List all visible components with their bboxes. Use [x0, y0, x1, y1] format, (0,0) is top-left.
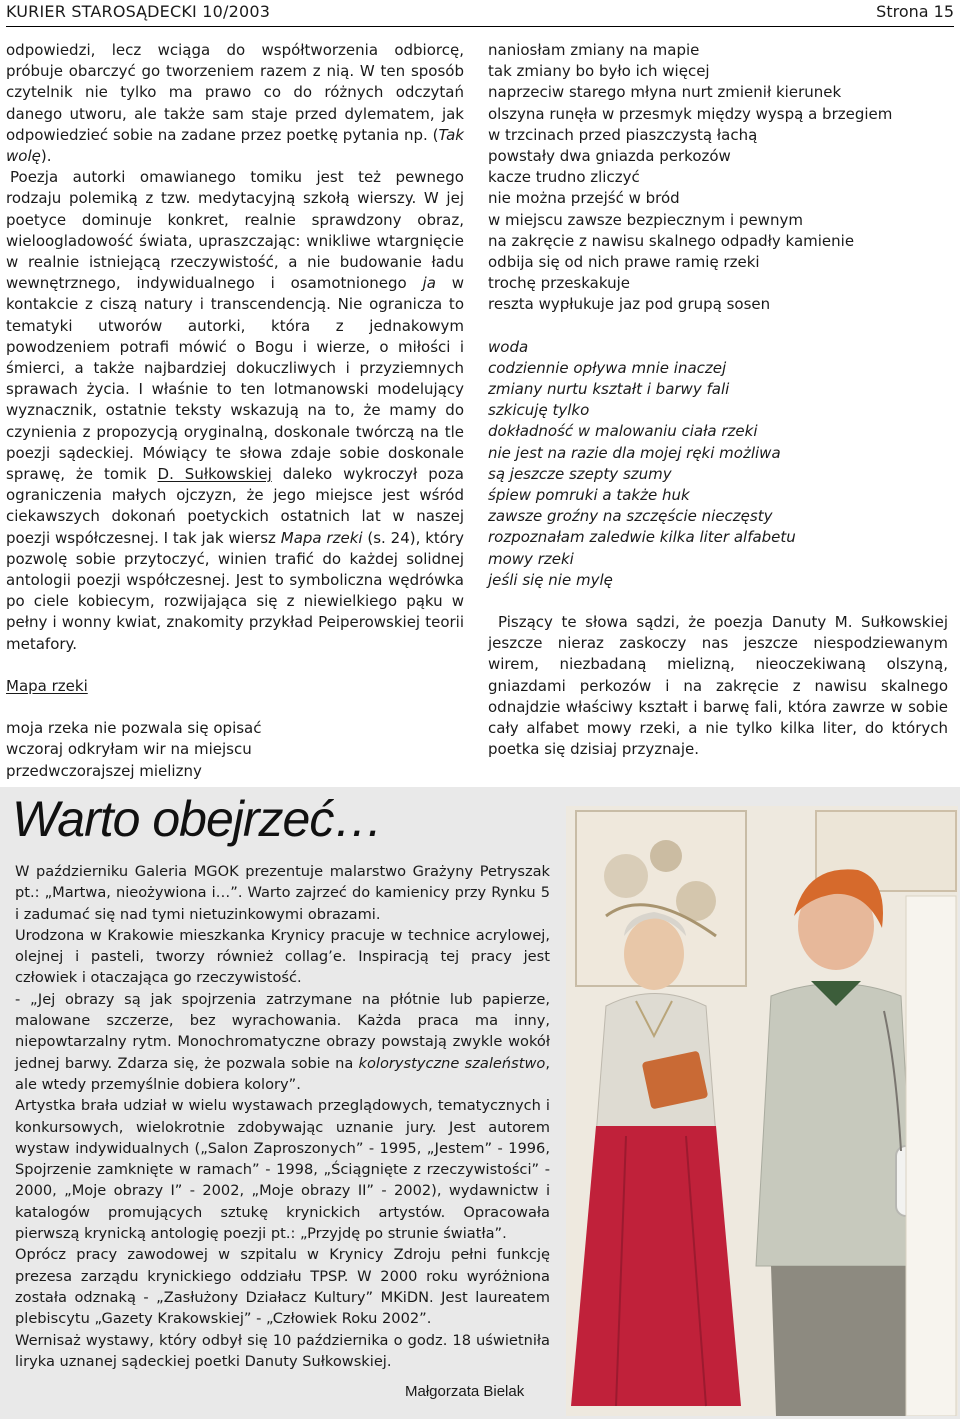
poem-line: przedwczorajszej mielizny: [6, 761, 202, 780]
poem-line: nie można przejść w bród: [488, 189, 680, 208]
box-paragraph: Urodzona w Krakowie mieszkanka Krynicy pracuje w technice acrylowej, olejnej i pasteli, tworzy również collag’e. Inspiracją tej pracy jest człowiek i otaczająca go rzeczywistość.: [15, 926, 550, 987]
exhibition-photo: [566, 806, 958, 1416]
poem-line: dokładność w malowaniu ciała rzeki: [488, 422, 758, 441]
author-signature: Małgorzata Bielak: [405, 1383, 525, 1400]
poem-line: jeśli się nie mylę: [488, 570, 613, 589]
poem-line: odbija się od nich prawe ramię rzeki: [488, 253, 760, 272]
closing-paragraph: Piszący te słowa sądzi, że poezja Danuty M. Sułkowskiej jeszcze nieraz zaskoczy nas jeszcze niespodziewanym wirem, niezbadaną mielizną, nieoczekiwaną olszyną, gniazdami perkozów i na zakręcie z nawisu skalnego odnajdzie właściwy kształt i barwę fali, która zawrze w sobie cały alfabet mowy rzeki, a nie tylko kilka liter, do których poetka się dzisiaj przyznaje.: [488, 613, 948, 759]
poem-line: śpiew pomruki a także huk: [488, 486, 690, 505]
paragraph-2: Poezja autorki omawianego tomiku jest też pewnego rodzaju polemiką z tzw. medytacyjną szkołą wierszy. W jej poetyce dominuje konkret, realnie sprawdzony obraz, wieloogladowość świata, upraszczając: wnikliwe wtargnięcie w realnie istniejącą rzeczywistość, a nie budowanie ładu wewnętrznego, indywidualnego i osamotnionego ja w kontakcie z ciszą natury i transcendencją. Nie ogranicza to tematyki utworów autorki, która z jednakowym powodzeniem potrafi mówić o Bogu i wierze, o miłości i śmierci, a także najbardziej dokuczliwych i przyziemnych sprawach życia. I właśnie to ten lotmanowski modelujący wyznacznik, ostatnie teksty wskazują na to, że mamy do czynienia z propozycją oryginalną, doskonale twórczą na tle poezji sądeckiej. Mówiący te słowa zdaje sobie doskonale sprawę, że tomik D. Sułkowskiej daleko wykroczył poza ograniczenia małych ojczyzn, że jego miejsce jest wśród ciekawszych dokonań poetyckich ostatnich lat w naszej poezji współczesnej. I tak jak wiersz Mapa rzeki (s. 24), który pozwolę sobie przytoczyć, winien trafić do każdej solidnej antologii poezji współczesnej. Jest to symboliczna wędrówka po ciele kobiecym, rozwijająca się z niewielkiego pąku w pełny i wonny kwiat, znakomity przykład Peiperowskiej teorii metafory.: [6, 168, 464, 653]
poem-line: naniosłam zmiany na mapie: [488, 41, 700, 59]
poem-line: reszta wypłukuje jaz pod grupą sosen: [488, 295, 771, 314]
poem-line: tak zmiany bo było ich więcej: [488, 62, 710, 81]
poem-line: woda: [488, 337, 529, 356]
poem-line: nie jest na razie dla mojej ręki możliwa: [488, 443, 781, 462]
poem-line: rozpoznałam zaledwie kilka liter alfabetu: [488, 528, 796, 547]
box-text: [15, 861, 550, 1372]
box-paragraph: Oprócz pracy zawodowej w szpitalu w Krynicy Zdroju pełni funkcję prezesa zarządu krynickiego oddziału TPSP. W 2000 roku wyróżniona została odznaką - „Zasłużony Działacz Kultury” MKiDN. Jest laureatem plebiscytu „Gazety Krakowskiej” - „Człowiek Roku 2002”.: [15, 1246, 550, 1328]
poem-line: zawsze groźny na szczęście nieczęsty: [488, 507, 773, 526]
publication-title: KURIER STAROSĄDECKI 10/2003: [6, 2, 271, 21]
poem-line: codziennie opływa mnie inaczej: [488, 358, 727, 377]
poem-line: wczoraj odkryłam wir na miejscu: [6, 740, 252, 759]
poem-line: w miejscu zawsze bezpiecznym i pewnym: [488, 210, 803, 229]
poem-line: mowy rzeki: [488, 549, 574, 568]
page-header: [6, 0, 954, 27]
poem-line: naprzeciw starego młyna nurt zmienił kierunek: [488, 83, 842, 102]
poem-line: moja rzeka nie pozwala się opisać: [6, 719, 262, 738]
left-column: [6, 40, 464, 782]
poem-line: w trzcinach przed piaszczystą łachą: [488, 125, 758, 144]
right-column: [488, 40, 948, 761]
paragraph-1: odpowiedzi, lecz wciąga do współtworzenia odbiorcę, próbuje obarczyć go tworzeniem razem z nią. W ten sposób czytelnik nie tylko ma prawo co do różnych odczytań danego utworu, ale także sam staje przed dylematem, jak odpowiedzieć sobie na zadane przez poetkę pytania np. (Tak wolę).: [6, 41, 464, 166]
box-paragraph: Wernisaż wystawy, który odbył się 10 października o godz. 18 uświetniła liryka uznanej sądeckiej poetki Danuty Sułkowskiej.: [15, 1331, 550, 1370]
poem-line: szkicuję tylko: [488, 401, 590, 420]
box-title: Warto obejrzeć…: [12, 791, 383, 847]
poem-line: na zakręcie z nawisu skalnego odpadły kamienie: [488, 231, 855, 250]
poem-title: Mapa rzeki: [6, 676, 88, 695]
poem-line: są jeszcze szepty szumy: [488, 464, 672, 483]
poem-line: kacze trudno zliczyć: [488, 168, 640, 187]
box-paragraph: - „Jej obrazy są jak spojrzenia zatrzymane na płótnie lub papierze, malowane szczerze, bez wyrachowania. Każda praca ma inny, niepowtarzalny rytm. Monochromatyczne obrazy powstają zwykle wokół jednej barwy. Zdarza się, że pozwala sobie na kolorystyczne szaleństwo, ale wtedy przemyślnie dobiera kolory”.: [15, 990, 550, 1093]
box-paragraph: Artystka brała udział w wielu wystawach przeglądowych, tematycznych i konkursowych, wielokrotnie zdobywając uznanie jury. Jest autorem wystaw indywidualnych („Salon Zaproszonych” - 1995, „Jestem” - 1996, Spojrzenie zamknięte w ramach” - 1998, „Ściągnięte z rzeczywistości” - 2000, „Moje obrazy I” - 2002, „Moje obrazy II” - 2002), wydawnictw i katalogów promujących sztukę krynickich artystów. Opracowała pierwszą krynicką antologię poezji pt.: „Przyjdę po strunie światła”.: [15, 1097, 550, 1243]
poem-line: powstały dwa gniazda perkozów: [488, 147, 731, 166]
poem-line: zmiany nurtu kształt i barwy fali: [488, 380, 730, 399]
box-paragraph: W październiku Galeria MGOK prezentuje malarstwo Grażyny Petryszak pt.: „Martwa, nieożywiona i…”. Warto zajrzeć do kamienicy przy Rynku 5 i zadumać się nad tymi nietuzinkowymi obrazami.: [15, 863, 550, 923]
page-number: Strona 15: [876, 2, 954, 21]
poem-line: trochę przeskakuje: [488, 274, 630, 293]
poem-stanza-2: [488, 337, 948, 591]
poem-stanza-1: [488, 40, 948, 316]
poem-line: olszyna runęła w przesmyk między wyspą a brzegiem: [488, 104, 893, 123]
